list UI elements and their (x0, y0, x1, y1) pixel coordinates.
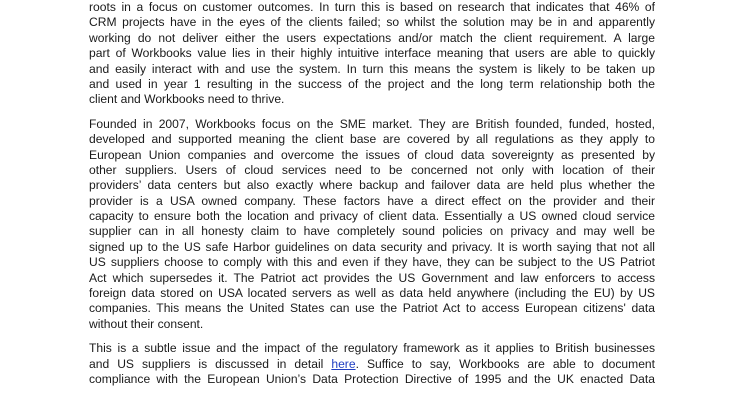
text-line: signed up to the US safe Harbor guidelines on data security and privacy. It is worth saying that not all (89, 239, 655, 254)
here-link[interactable]: here (331, 356, 356, 371)
text-line: US suppliers choose to comply with this and even if they have, they can be subject to the US Patriot (89, 255, 655, 270)
document-page (89, 0, 655, 387)
paragraph-spacer (89, 332, 655, 341)
text-line: provider is a USA owned company. These factors have a direct effect on the provider and their (89, 193, 655, 208)
text-line: European Union companies and overcome the issues of cloud data sovereignty as presented by (89, 147, 655, 162)
text-line: companies. This means the United States can use the Patriot Act to access European citizens' data (89, 301, 655, 316)
paragraph-data-sovereignty (89, 117, 655, 332)
paragraph-regulatory-framework (89, 341, 655, 387)
text-line: compliance with the European Union’s Data Protection Directive of 1995 and the UK enacted Data (89, 371, 655, 386)
text-line: other suppliers. Users of cloud services need to be concerned not only with location of their (89, 162, 655, 177)
text-line: Founded in 2007, Workbooks focus on the SME market. They are British founded, funded, hosted, (89, 116, 655, 131)
text-line: and used in year 1 resulting in the success of the project and the long term relationship both the (89, 76, 655, 91)
text-line: without their consent. (89, 316, 204, 331)
text-line: developed and supported meaning the client base are covered by all regulations as they apply to (89, 132, 655, 147)
text-line: client and Workbooks need to thrive. (89, 92, 285, 107)
link-prefix-text: and US suppliers is discussed in detail (89, 356, 332, 371)
text-line: and easily interact with and use the system. In turn this means the system is likely to be taken up (89, 61, 655, 76)
text-line: working do not deliver either the users expectations and/or match the client requirement. A large (89, 30, 655, 45)
text-line-with-link (89, 357, 655, 372)
text-line: This is a subtle issue and the impact of the regulatory framework as it applies to British businesses (89, 341, 655, 356)
text-line: roots in a focus on customer outcomes. In turn this is based on research that indicates that 46% of (89, 0, 655, 14)
text-line: foreign data stored on USA located servers as well as data held anywhere (including the EU) by US (89, 286, 655, 301)
text-line: Act which supersedes it. The Patriot act provides the US Government and law enforcers to access (89, 270, 655, 285)
text-line: part of Workbooks value lies in their highly intuitive interface meaning that users are able to quickly (89, 46, 655, 61)
paragraph-spacer (89, 108, 655, 117)
text-line: providers’ data centers but also exactly where backup and failover data are held plus whether the (89, 178, 655, 193)
text-line: CRM projects have in the eyes of the clients failed; so whilst the solution may be in and apparently (89, 15, 655, 30)
text-line: capacity to ensure both the location and privacy of client data. Essentially a US owned cloud service (89, 209, 655, 224)
paragraph-customer-outcomes (89, 0, 655, 108)
link-suffix-text: . Suffice to say, Workbooks are able to document (355, 356, 655, 371)
text-line: supplier can in all honesty claim to have completely sound policies on privacy and may well be (89, 224, 655, 239)
